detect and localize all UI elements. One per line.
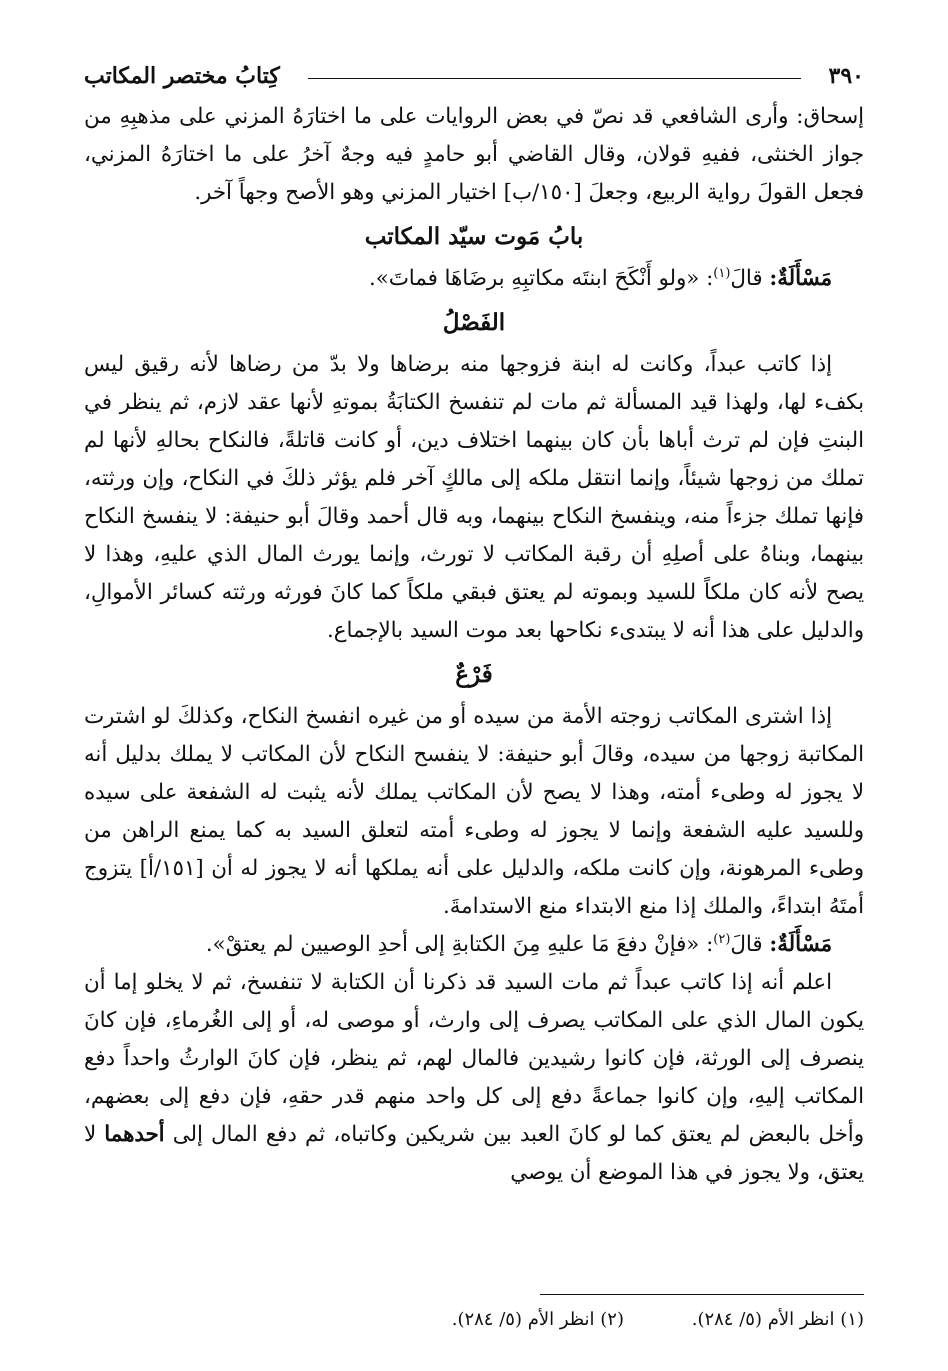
masala-2-quote: : «فإنْ دفعَ مَا عليهِ مِنَ الكتابةِ إلى أحدِ الوصيين لم يعتقْ». xyxy=(205,932,714,957)
page-body xyxy=(84,98,864,1192)
footnotes xyxy=(84,1306,864,1334)
intro-paragraph: إسحاق: وأرى الشافعي قد نصّ في بعض الروايات على ما اختارَهُ المزني على مذهبِهِ من جواز الخنثى، ففيهِ قولان، وقال القاضي أبو حامدٍ فيه وجهٌ آخرُ على ما اختارَهُ المزني، فجعل القولَ رواية الربيع، وجعلَ [١٥٠/ب] اختيار المزني وهو الأصح وجهاً آخر. xyxy=(84,104,864,205)
far-heading: فَرْعٌ xyxy=(455,661,493,688)
masala-1-quote: : «ولو أَنْكَحَ ابنتَه مكاتبِهِ برضَاهَا فماتَ». xyxy=(368,266,714,291)
footnote-1: (١) انظر الأم (٥/ ٢٨٤). xyxy=(691,1309,864,1330)
masala-1 xyxy=(84,260,864,298)
chapter-title: بابُ مَوت سيّد المكاتب xyxy=(364,223,584,250)
fasl-heading: الفَصْلُ xyxy=(442,309,506,336)
masala-1-label: مَسْأَلَةٌ: xyxy=(769,266,832,291)
final-text-before: اعلم أنه إذا كاتب عبداً ثم مات السيد قد ذكرنا أن الكتابة لا تنفسخ، ثم لا يخلو إما أن يكون المال الذي على المكاتب يصرف إلى وارث، أو موصى له، أو إلى الغُرماءِ، فإن كانَ ينصرف إلى الورثة، فإن كانوا رشيدين فالمال لهم، ثم ينظر، فإن كانَ الوارثُ واحداً دفع المكاتب إليهِ، وإن كانوا جماعةً دفع إلى كل واحد منهم قدر حقهِ، فإن دفع إلى بعضهم، وأخل بالبعض لم يعتق كما لو كانَ العبد بين شريكين وكاتباه، ثم دفع المال إلى xyxy=(84,970,864,1147)
masala-2-qal: قالَ xyxy=(730,932,763,957)
masala-2 xyxy=(84,926,864,964)
page-number: ٣٩٠ xyxy=(828,63,864,89)
far-paragraph: إذا اشترى المكاتب زوجته الأمة من سيده أو من غيره انفسخ النكاح، وكذلكَ لو اشترت المكاتبة زوجها من سيده، وقالَ أبو حنيفة: لا ينفسح النكاح لأن المكاتب لا يملك بدليل أنه لا يجوز له وطىء أمته، وهذا لا يصح لأن المكاتب يملك لأنه يثبت له الشفعة على سيده وللسيد عليه الشفعة وإنما لا يجوز له وطىء أمته لتعلق السيد به كما يمنع الراهن من وطىء المرهونة، وإن كانت ملكه، والدليل على أنه يملكها أنه لا يجوز له أن [١٥١/أ] يتزوج أمتَهُ ابتداءً، والملك إذا منع الابتداء منع الاستدامةَ. xyxy=(84,704,864,919)
masala-1-qal: قالَ xyxy=(730,266,763,291)
final-bold-word: أحدهما xyxy=(104,1122,165,1147)
final-paragraph xyxy=(84,964,864,1192)
footnote-ref-1: (١) xyxy=(713,265,731,281)
footnote-ref-2: (٢) xyxy=(713,931,731,947)
page-header xyxy=(84,58,864,94)
header-rule xyxy=(308,78,801,79)
footnote-2: (٢) انظر الأم (٥/ ٢٨٤). xyxy=(451,1309,624,1330)
running-title: كِتابُ مختصر المكاتب xyxy=(84,63,280,89)
masala-2-label: مَسْأَلَةٌ: xyxy=(769,932,832,957)
footnote-separator xyxy=(540,1294,864,1295)
final-text-after: لا يعتق، ولا يجوز في هذا الموضع أن يوصي xyxy=(84,1122,864,1185)
fasl-paragraph: إذا كاتب عبداً، وكانت له ابنة فزوجها منه برضاها ولا بدّ من رضاها لأنه رقيق ليس بكفء لها، ولهذا قيد المسألة ثم مات لم تنفسخ الكتابَةُ بموتهِ لأنها عقد لازم، ثم ينظر في البنتِ فإن لم ترث أباها بأن كان بينهما اختلاف دين، أو كانت قاتلةً، فالنكاح بحالهِ لأنها لم تملك من زوجها شيئاً، وإنما انتقل ملكه إلى مالكٍ آخر فلم يؤثر ذلكَ في النكاح، وإن ورثته، فإنها تملك جزءاً منه، وينفسخ النكاح بينهما، وبه قال أحمد وقالَ أبو حنيفة: لا ينفسخ النكاح بينهما، وبناهُ على أصلِهِ أن رقبة المكاتب لا تورث، وإنما يورث المال الذي عليهِ، وهذا لا يصح لأنه كان ملكاً للسيد وبموته لم يعتق فبقي ملكاً كما كانَ فورثه ورثته كسائر الأموالِ، والدليل على هذا أنه لا يبتدىء نكاحها بعد موت السيد بالإجماع. xyxy=(84,352,864,643)
